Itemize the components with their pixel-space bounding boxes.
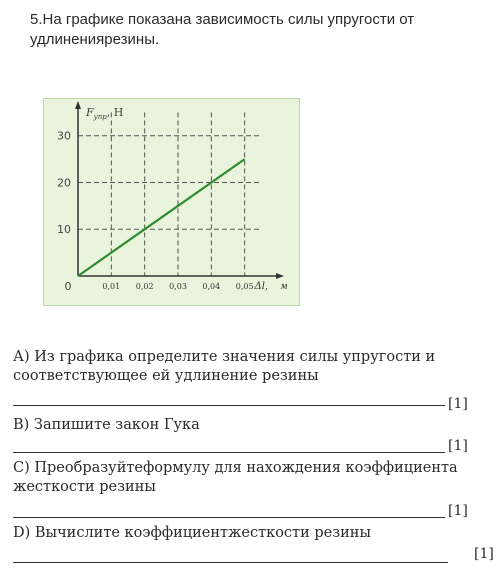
task-title-line-2: удлинениярезины. [30, 31, 160, 48]
x-axis-label: Δl, [254, 281, 269, 292]
question-c [13, 459, 483, 497]
mark-b: [1] [448, 438, 468, 454]
y-tick-label-2: 30 [57, 129, 71, 143]
question-c-line-2: жесткости резины [13, 479, 156, 495]
x-axis-unit: м [280, 282, 288, 292]
x-tick-label-3: 0,04 [202, 282, 221, 291]
x-tick-label-2: 0,03 [169, 282, 187, 291]
answer-line-a[interactable] [13, 405, 445, 406]
force-elongation-chart [43, 98, 300, 306]
answer-line-b[interactable] [13, 452, 445, 453]
series-line-0 [78, 159, 245, 276]
question-a [13, 348, 483, 386]
question-a-line-2: соответствующее ей удлинение резины [13, 368, 319, 384]
answer-line-d[interactable] [13, 562, 448, 563]
mark-d: [1] [474, 546, 494, 562]
question-a-line-1: А) Из графика определите значения силы упругости и [13, 349, 436, 365]
question-d-line-1: D) Вычислите коэффициентжесткости резины [13, 525, 371, 541]
chart-svg [44, 99, 299, 305]
question-d [13, 524, 483, 543]
x-axis-arrow [276, 273, 284, 279]
task-title-line-1: 5.На графике показана зависимость силы упругости от [30, 11, 415, 28]
answer-line-c[interactable] [13, 517, 445, 518]
x-tick-label-4: 0,05 [235, 282, 254, 291]
x-tick-label-0: 0,01 [102, 282, 121, 291]
origin-label: 0 [64, 280, 72, 293]
mark-c: [1] [448, 503, 468, 519]
question-b-line-1: В) Запишите закон Гука [13, 417, 200, 433]
question-b [13, 416, 483, 435]
y-axis-label: $F_{упр}$, Н [86, 106, 124, 121]
task-title [30, 10, 490, 50]
y-tick-label-1: 20 [57, 176, 71, 190]
question-c-line-1: С) Преобразуйтеформулу для нахождения коэффициента [13, 460, 458, 476]
y-tick-label-0: 10 [57, 223, 71, 237]
y-axis-arrow [75, 101, 81, 109]
mark-a: [1] [448, 396, 468, 412]
x-tick-label-1: 0,02 [135, 282, 154, 291]
